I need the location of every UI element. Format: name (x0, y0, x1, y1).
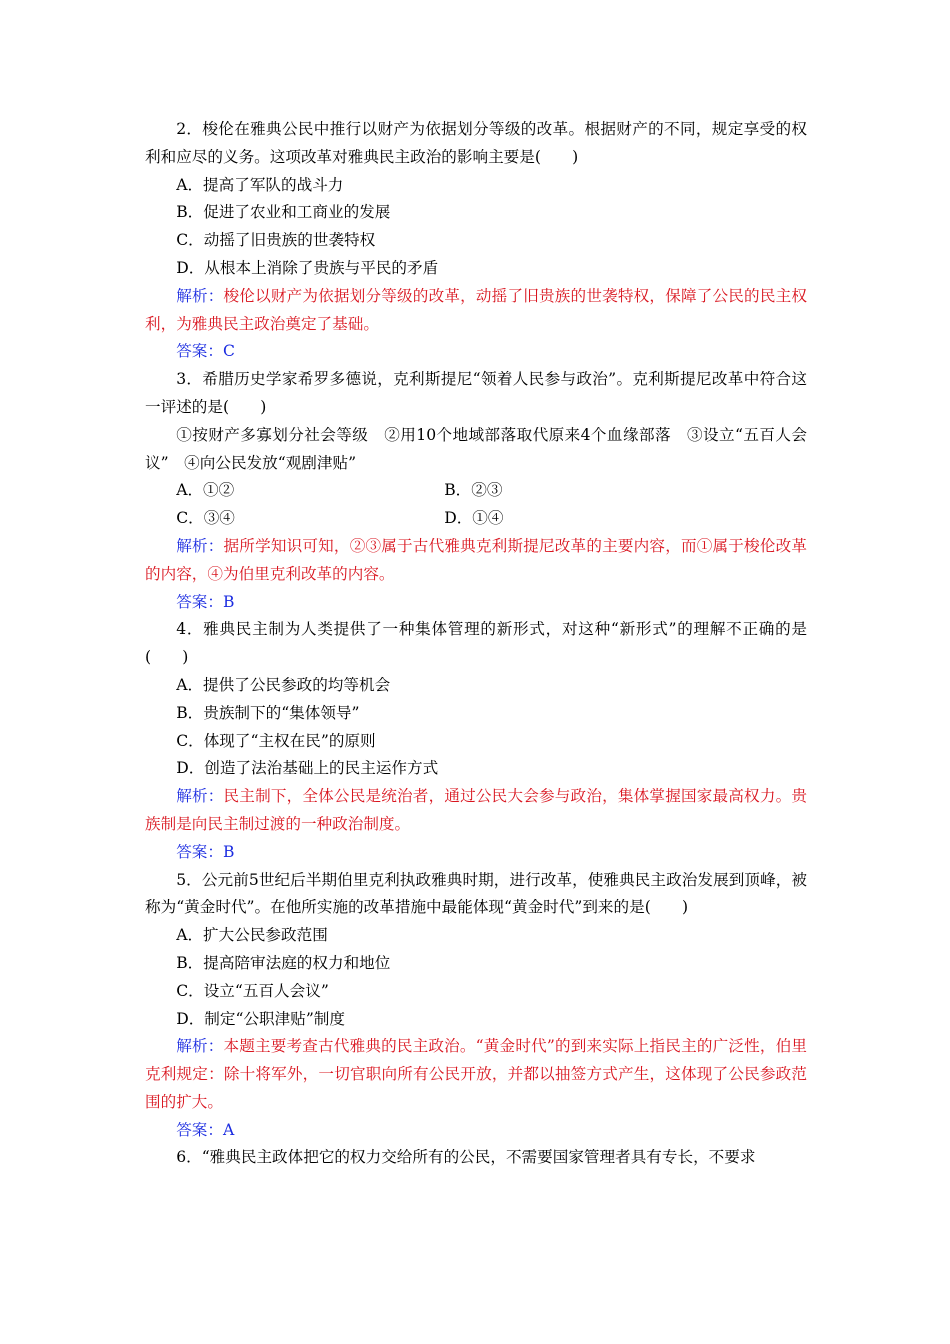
option-d: D．制定“公职津贴”制度 (176, 1009, 345, 1028)
question-5 (145, 867, 807, 1145)
explanation (145, 283, 807, 339)
option-row (145, 505, 807, 533)
question-6 (145, 1144, 807, 1172)
option-a: A．①② (176, 481, 235, 500)
question-stem: 3．希腊历史学家希罗多德说，克利斯提尼“领着人民参与政治”。克利斯提尼改革中符合这一评述的是( ) (145, 370, 807, 416)
option-a: A．提高了军队的战斗力 (176, 175, 344, 194)
question-3 (145, 366, 807, 616)
option-d: D．①④ (444, 509, 504, 528)
option-row (145, 477, 807, 505)
explanation-text: 本题主要考查古代雅典的民主政治。“黄金时代”的到来实际上指民主的广泛性，伯里克利规定：除十将军外，一切官职向所有公民开放，并都以抽签方式产生，这体现了公民参政范围的扩大。 (145, 1037, 807, 1111)
option-c: C．动摇了旧贵族的世袭特权 (176, 231, 376, 250)
option-d: D．创造了法治基础上的民主运作方式 (176, 759, 439, 778)
question-2 (145, 116, 807, 366)
option-b: B．贵族制下的“集体领导” (176, 703, 360, 722)
explanation-label: 解析： (176, 1037, 224, 1056)
option-b: B．②③ (444, 481, 503, 500)
question-4 (145, 616, 807, 866)
explanation (145, 533, 807, 589)
explanation-label: 解析： (176, 787, 224, 806)
option-b: B．提高陪审法庭的权力和地位 (176, 953, 391, 972)
question-substem: ①按财产多寡划分社会等级 ②用10个地域部落取代原来4个血缘部落 ③设立“五百人会议” ④向公民发放“观剧津贴” (145, 425, 807, 472)
option-c: C．体现了“主权在民”的原则 (176, 731, 376, 750)
question-stem: 5．公元前5世纪后半期伯里克利执政雅典时期，进行改革，使雅典民主政治发展到顶峰，被称为“黄金时代”。在他所实施的改革措施中最能体现“黄金时代”到来的是( ) (145, 870, 807, 917)
explanation-text: 梭伦以财产为依据划分等级的改革，动摇了旧贵族的世袭特权，保障了公民的民主权利，为雅典民主政治奠定了基础。 (145, 286, 807, 333)
option-a: A．提供了公民参政的均等机会 (176, 675, 391, 694)
option-b: B．促进了农业和工商业的发展 (176, 203, 391, 222)
explanation-text: 据所学知识可知，②③属于古代雅典克利斯提尼改革的主要内容，而①属于梭伦改革的内容，④为伯里克利改革的内容。 (145, 536, 807, 583)
explanation-label: 解析： (176, 536, 224, 555)
option-c: C．③④ (176, 509, 235, 528)
answer: 答案：B (176, 842, 235, 861)
explanation-label: 解析： (176, 286, 224, 305)
answer: 答案：C (176, 342, 235, 361)
question-stem: 6．“雅典民主政体把它的权力交给所有的公民，不需要国家管理者具有专长，不要求 (176, 1148, 756, 1167)
question-stem: 2．梭伦在雅典公民中推行以财产为依据划分等级的改革。根据财产的不同，规定享受的权利和应尽的义务。这项改革对雅典民主政治的影响主要是( ) (145, 120, 807, 166)
explanation (145, 1033, 807, 1116)
answer: 答案：A (176, 1120, 235, 1139)
question-stem: 4．雅典民主制为人类提供了一种集体管理的新形式，对这种“新形式”的理解不正确的是( ) (145, 620, 807, 667)
explanation (145, 783, 807, 839)
option-d: D．从根本上消除了贵族与平民的矛盾 (176, 258, 439, 277)
option-a: A．扩大公民参政范围 (176, 926, 328, 945)
explanation-text: 民主制下，全体公民是统治者，通过公民大会参与政治，集体掌握国家最高权力。贵族制是向民主制过渡的一种政治制度。 (145, 787, 807, 833)
document-page (145, 116, 807, 1172)
answer: 答案：B (176, 592, 235, 611)
option-c: C．设立“五百人会议” (176, 981, 329, 1000)
